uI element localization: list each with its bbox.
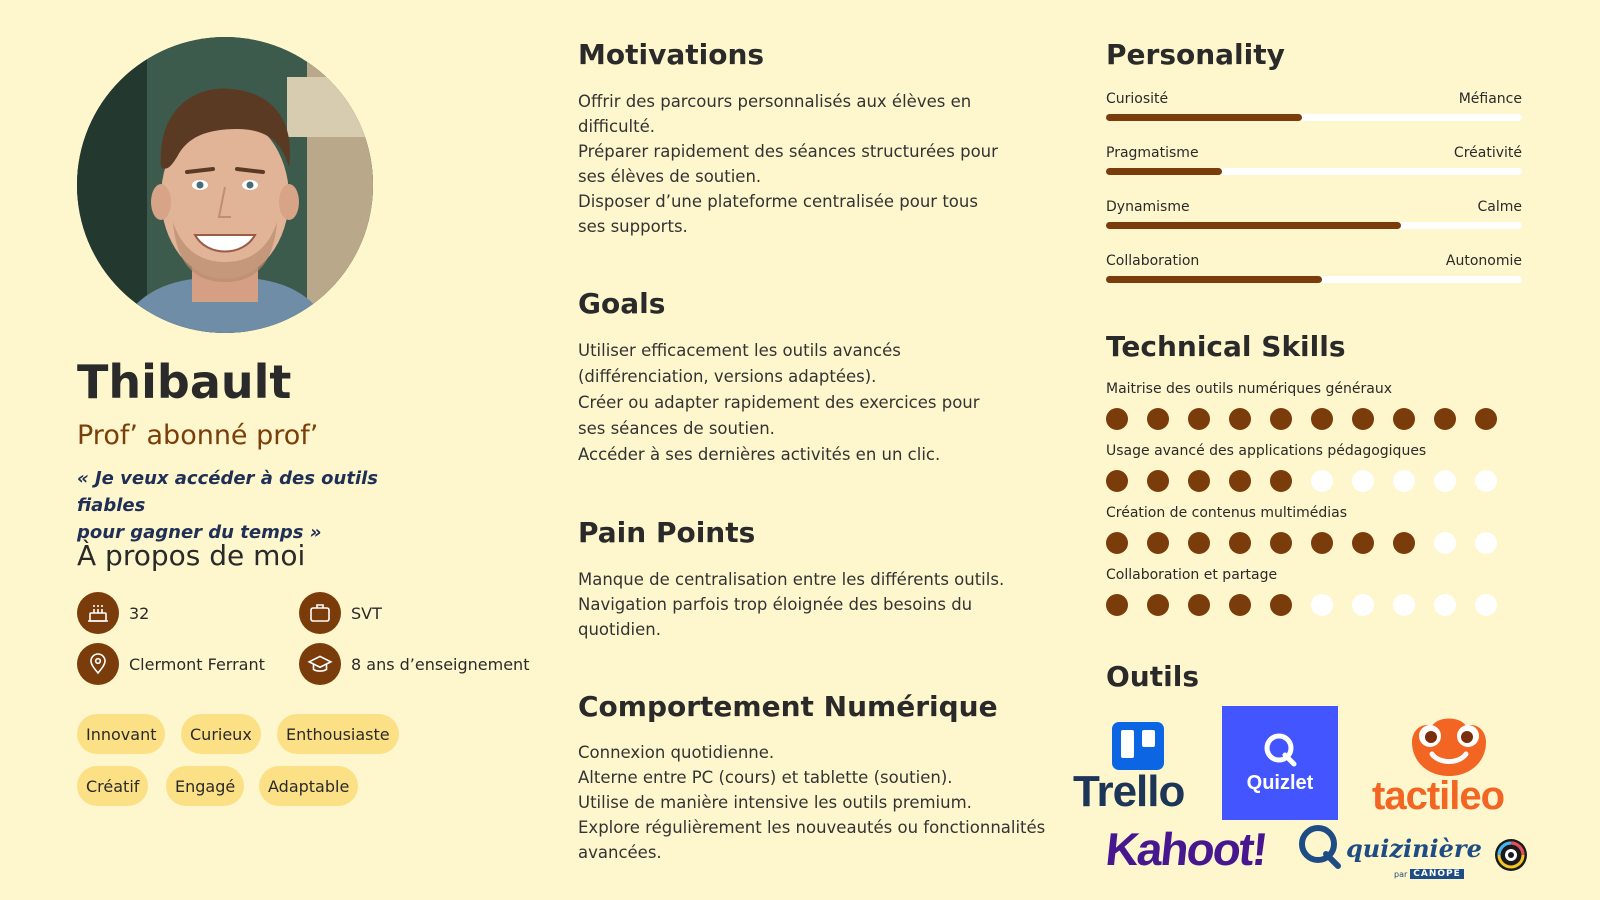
goals-line: Utiliser efficacement les outils avancés [578,341,901,360]
skill-dot-filled [1393,408,1415,430]
goals-line: Accéder à ses dernières activités en un clic. [578,445,941,464]
trait-tag: Adaptable [259,766,358,806]
trait-left-label: Collaboration [1106,253,1200,269]
info-city [77,643,265,685]
info-experience [299,643,529,685]
skill-dot-filled [1147,470,1169,492]
kahoot-logo: Kahoot! [1103,823,1269,875]
skill-label: Création de contenus multimédias [1106,505,1348,521]
experience-value: 8 ans d’enseignement [351,654,530,674]
skill-dot-filled [1393,532,1415,554]
motivations-line: Préparer rapidement des séances structurées pour [578,142,998,161]
skill-rating-dots [1106,532,1497,554]
city-value: Clermont Ferrant [129,654,265,674]
behaviour-line: Utilise de manière intensive les outils premium. [578,793,972,812]
canope-label: CANOPÉ [1410,869,1464,879]
behaviour-body [578,740,1058,865]
tools-title: Outils [1106,660,1199,693]
skill-dot-empty [1352,594,1374,616]
briefcase-icon [299,592,341,634]
trait-left-label: Dynamisme [1106,199,1190,215]
skill-dot-empty [1352,470,1374,492]
circular-app-icon [1494,838,1528,872]
behaviour-line: Alterne entre PC (cours) et tablette (soutien). [578,768,953,787]
skill-dot-empty [1393,594,1415,616]
behaviour-line: avancées. [578,843,662,862]
trait-slider-track [1106,276,1522,283]
motivations-title: Motivations [578,38,765,71]
skill-dot-empty [1434,594,1456,616]
goals-title: Goals [578,287,666,320]
trait-slider-fill [1106,114,1302,121]
skill-dot-filled [1188,470,1210,492]
profile-photo [77,37,373,333]
pain-points-body [578,567,1048,642]
skill-dot-empty [1311,594,1333,616]
skill-dot-filled [1106,470,1128,492]
skill-dot-filled [1106,408,1128,430]
quizlet-q-icon [1261,731,1299,769]
behaviour-line: Connexion quotidienne. [578,743,775,762]
skill-dot-filled [1147,408,1169,430]
motivations-line: difficulté. [578,117,655,136]
skill-dot-filled [1270,594,1292,616]
birthday-cake-icon [77,592,119,634]
trait-left-label: Curiosité [1106,91,1169,107]
skill-dot-empty [1434,532,1456,554]
canope-mark [1394,869,1464,879]
graduation-cap-icon [299,643,341,685]
skill-dot-filled [1106,594,1128,616]
behaviour-title: Comportement Numérique [578,690,998,723]
trait-right-label: Méfiance [1458,91,1522,107]
skill-dot-filled [1311,532,1333,554]
skill-dot-empty [1475,532,1497,554]
pain-points-title: Pain Points [578,516,756,549]
skill-dot-filled [1147,594,1169,616]
trait-tag: Engagé [166,766,244,806]
quiziniere-q-icon [1296,824,1342,870]
google-classroom-logo [1494,838,1528,872]
personality-trait [1106,199,1522,229]
tactileo-frog-icon [1404,712,1494,782]
skill-label: Usage avancé des applications pédagogiques [1106,443,1427,459]
skill-dot-filled [1475,408,1497,430]
trait-right-label: Créativité [1453,145,1522,161]
skill-dot-filled [1311,408,1333,430]
trait-left-label: Pragmatisme [1106,145,1199,161]
trello-wordmark: Trello [1073,767,1185,816]
trait-slider-track [1106,168,1522,175]
personality-trait [1106,91,1522,121]
skill-dot-filled [1270,408,1292,430]
trait-right-label: Calme [1477,199,1522,215]
quote-line-2: pour gagner du temps » [77,522,322,543]
motivations-line: Disposer d’une plateforme centralisée pour tous [578,192,978,211]
goals-body [578,338,1048,468]
quiziniere-logo [1296,824,1482,884]
skill-dot-filled [1229,470,1251,492]
info-subject [299,592,382,634]
trello-logo [1073,722,1203,817]
goals-line: ses séances de soutien. [578,419,775,438]
canope-prefix: par [1394,869,1408,879]
skill-dot-filled [1352,532,1374,554]
age-value: 32 [129,603,150,623]
skill-dot-filled [1229,594,1251,616]
skill-dot-filled [1188,408,1210,430]
goals-line: (différenciation, versions adaptées). [578,367,877,386]
trait-slider-fill [1106,168,1222,175]
quote-line-1: « Je veux accéder à des outils fiables [77,468,379,516]
persona-quote [77,465,437,546]
motivations-line: ses élèves de soutien. [578,167,762,186]
skills-title: Technical Skills [1106,330,1346,363]
info-age [77,592,149,634]
skill-row [1106,381,1497,430]
location-pin-icon [77,643,119,685]
skill-label: Maitrise des outils numériques généraux [1106,381,1392,397]
skill-row [1106,567,1497,616]
persona-subtitle: Prof’ abonné prof’ [77,420,319,451]
skill-dot-filled [1270,532,1292,554]
skill-row [1106,505,1497,554]
pain-points-line: quotidien. [578,620,661,639]
behaviour-line: Explore régulièrement les nouveautés ou fonctionnalités [578,818,1046,837]
personality-title: Personality [1106,38,1285,71]
skill-rating-dots [1106,594,1497,616]
trait-slider-fill [1106,222,1401,229]
motivations-line: ses supports. [578,217,688,236]
personality-trait [1106,253,1522,283]
skill-rating-dots [1106,470,1497,492]
quiziniere-wordmark: quizinière [1346,834,1482,863]
skill-dot-filled [1229,532,1251,554]
trait-tag: Curieux [181,714,261,754]
skill-dot-empty [1475,470,1497,492]
skill-dot-filled [1188,532,1210,554]
trait-tag: Innovant [77,714,165,754]
skill-dot-filled [1188,594,1210,616]
skill-dot-filled [1434,408,1456,430]
skill-dot-filled [1352,408,1374,430]
goals-line: Créer ou adapter rapidement des exercices pour [578,393,980,412]
skill-dot-filled [1270,470,1292,492]
tactileo-logo [1372,712,1524,827]
skill-dot-empty [1393,470,1415,492]
trait-right-label: Autonomie [1445,253,1522,269]
skill-dot-empty [1475,594,1497,616]
skill-dot-filled [1147,532,1169,554]
personality-trait [1106,145,1522,175]
pain-points-line: Manque de centralisation entre les différents outils. [578,570,1005,589]
skill-label: Collaboration et partage [1106,567,1278,583]
motivations-line: Offrir des parcours personnalisés aux élèves en [578,92,972,111]
trait-tag: Créatif [77,766,148,806]
skill-rating-dots [1106,408,1497,430]
trait-slider-track [1106,114,1522,121]
skill-dot-empty [1434,470,1456,492]
pain-points-line: Navigation parfois trop éloignée des besoins du [578,595,973,614]
skill-dot-filled [1106,532,1128,554]
skill-dot-filled [1229,408,1251,430]
motivations-body [578,89,1048,239]
trait-slider-fill [1106,276,1322,283]
skill-dot-empty [1311,470,1333,492]
tactileo-wordmark: tactileo [1372,774,1505,818]
skill-row [1106,443,1497,492]
trait-tag: Enthousiaste [277,714,399,754]
about-title: À propos de moi [77,539,306,572]
persona-name: Thibault [77,355,292,409]
quizlet-wordmark: Quizlet [1246,772,1314,794]
quizlet-logo [1222,706,1338,820]
subject-value: SVT [351,603,382,623]
trait-slider-track [1106,222,1522,229]
